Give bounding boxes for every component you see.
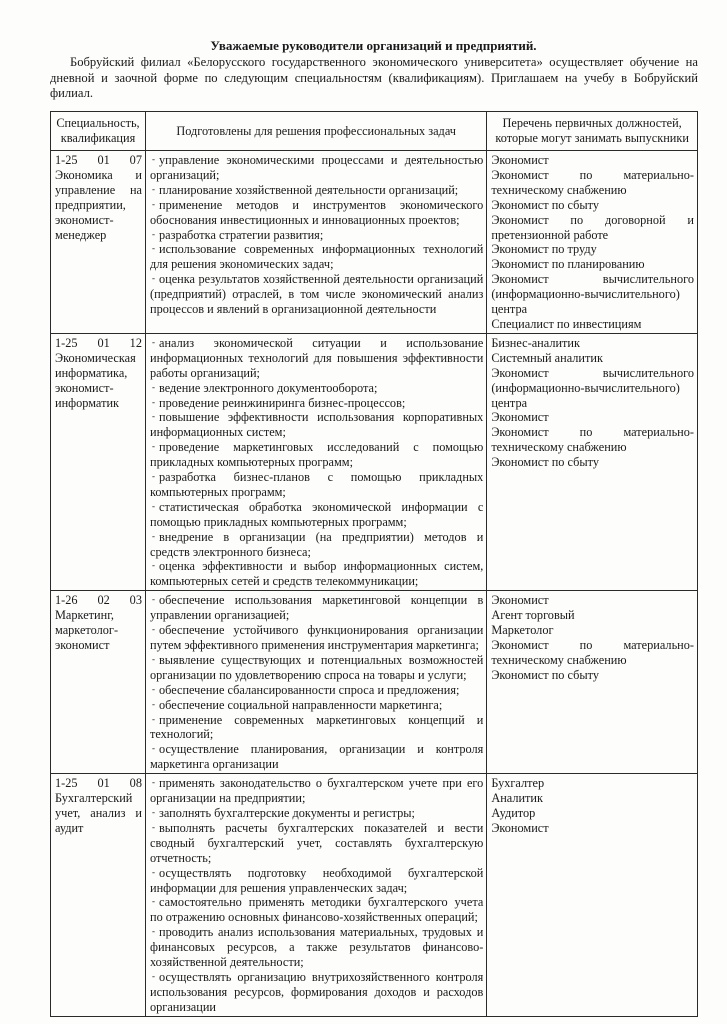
task-text: анализ экономической ситуации и использование информационных технологий для повышения эффективности работы организаций; xyxy=(149,335,484,380)
tasks-cell xyxy=(145,333,486,590)
bullet-icon: - xyxy=(151,154,155,164)
task-text: выполнять расчеты бухгалтерских показателей и вести сводный бухгалтерский учет, составлять бухгалтерскую отчетность; xyxy=(149,820,484,865)
task-text: заполнять бухгалтерские документы и регистры; xyxy=(158,805,415,820)
task-text: оценка эффективности и выбор информационных систем, компьютерных сетей и средств телекоммуникации; xyxy=(149,559,484,589)
task-item xyxy=(150,500,483,530)
bullet-icon: - xyxy=(151,228,155,239)
position-item: Экономист по сбыту xyxy=(491,197,599,212)
task-item xyxy=(150,272,483,317)
positions-cell xyxy=(487,151,698,334)
specialties-table xyxy=(50,111,698,1017)
tasks-cell xyxy=(145,591,486,774)
task-item xyxy=(150,713,483,743)
task-text: проведение маркетинговых исследований с помощью прикладных компьютерных программ; xyxy=(149,440,484,470)
bullet-icon: - xyxy=(151,183,155,194)
task-text: разработка стратегии развития; xyxy=(158,227,324,242)
task-item xyxy=(150,742,483,772)
task-text: управление экономическими процессами и деятельностью организаций; xyxy=(149,153,484,182)
position-item: Экономист по материально-техническому снабжению xyxy=(491,638,694,667)
task-text: обеспечение использования маркетинговой концепции в управлении организацией; xyxy=(149,593,484,623)
task-text: применение современных маркетинговых концепций и технологий; xyxy=(149,712,484,742)
bullet-icon: - xyxy=(151,198,155,209)
header-positions: Перечень первичных должностей, которые могут занимать выпускники xyxy=(487,112,698,151)
specialty-cell: 1-25 01 08 Бухгалтерский учет, анализ и аудит xyxy=(51,774,146,1017)
position-item: Экономист по труду xyxy=(491,242,597,257)
position-item: Экономист xyxy=(491,153,549,167)
bullet-icon: - xyxy=(151,471,155,482)
task-text: проводить анализ использования материальных, трудовых и финансовых ресурсов, а также результатов финансово-хозяйственной деятельности; xyxy=(149,925,484,970)
task-item xyxy=(150,381,483,396)
task-item xyxy=(150,559,483,589)
header-specialty: Специальность, квалификация xyxy=(51,112,146,151)
task-text: выявление существующих и потенциальных возможностей организации по удовлетворению спроса на товары и услуги; xyxy=(149,652,484,682)
bullet-icon: - xyxy=(151,273,155,284)
task-item xyxy=(150,198,483,228)
task-text: использование современных информационных технологий для решения экономических задач; xyxy=(149,242,484,272)
task-item xyxy=(150,970,483,1015)
position-item: Агент торговый xyxy=(491,608,575,623)
task-text: осуществление планирования, организации и контроля маркетинга организации xyxy=(149,742,484,772)
table-header-row xyxy=(51,112,698,151)
bullet-icon: - xyxy=(151,396,155,407)
task-item xyxy=(150,593,483,623)
position-item: Аудитор xyxy=(491,805,536,820)
bullet-icon: - xyxy=(151,336,155,347)
page-title: Уважаемые руководители организаций и предприятий. xyxy=(210,38,537,53)
task-text: самостоятельно применять методики бухгалтерского учета по отражению основных финансово-хозяйственных операций; xyxy=(149,895,484,925)
position-item: Экономист по договорной и претензионной работе xyxy=(491,212,694,242)
tasks-cell xyxy=(145,151,486,334)
task-text: статистическая обработка экономической информации с помощью прикладных компьютерных программ; xyxy=(149,499,484,529)
position-item: Экономист по планированию xyxy=(491,257,645,272)
bullet-icon: - xyxy=(151,411,155,422)
position-item: Экономист вычислительного (информационно-вычислительного) центра xyxy=(491,365,694,410)
task-item xyxy=(150,242,483,272)
bullet-icon: - xyxy=(151,530,155,541)
bullet-icon: - xyxy=(151,777,155,788)
task-text: обеспечение устойчивого функционирования организации путем эффективного применения инструментария маркетинга; xyxy=(149,623,484,652)
position-item: Маркетолог xyxy=(491,623,554,638)
position-item: Экономист вычислительного (информационно-вычислительного) центра xyxy=(491,272,694,317)
task-item xyxy=(150,470,483,500)
bullet-icon: - xyxy=(151,381,155,392)
position-item: Системный аналитик xyxy=(491,350,603,365)
task-item xyxy=(150,530,483,560)
task-text: оценка результатов хозяйственной деятельности организаций (предприятий) отраслей, в том числе экономический анализ процессов и явлений в организационной деятельности xyxy=(149,272,484,317)
bullet-icon: - xyxy=(151,594,155,605)
task-text: обеспечение сбалансированности спроса и предложения; xyxy=(158,682,460,697)
task-text: обеспечение социальной направленности маркетинга; xyxy=(158,697,443,712)
table-row xyxy=(51,774,698,1017)
task-item xyxy=(150,683,483,698)
task-item xyxy=(150,866,483,896)
bullet-icon: - xyxy=(151,743,155,754)
bullet-icon: - xyxy=(151,806,155,817)
position-item: Экономист xyxy=(491,820,549,835)
bullet-icon: - xyxy=(151,441,155,452)
intro-paragraph: Бобруйский филиал «Белорусского государственного экономического университета» осуществляет обучение на дневной и заочной форме по следующим специальностям (квалификациям). Приглашаем на учебу в Бобруйский филиал. xyxy=(50,55,698,100)
task-item xyxy=(150,895,483,925)
task-item xyxy=(150,623,483,653)
task-item xyxy=(150,925,483,970)
bullet-icon: - xyxy=(151,713,155,724)
header-tasks: Подготовлены для решения профессиональных задач xyxy=(145,112,486,151)
table-row xyxy=(51,333,698,590)
bullet-icon: - xyxy=(151,698,155,709)
position-item: Экономист xyxy=(491,410,549,425)
task-item xyxy=(150,410,483,440)
specialty-cell: 1-26 02 03 Маркетинг, маркетолог-экономист xyxy=(51,591,146,774)
bullet-icon: - xyxy=(151,926,155,937)
specialty-cell: 1-25 01 12 Экономическая информатика, экономист-информатик xyxy=(51,333,146,590)
task-item xyxy=(150,153,483,183)
position-item: Экономист по материально-техническому снабжению xyxy=(491,167,694,197)
task-text: повышение эффективности использования корпоративных информационных систем; xyxy=(149,410,484,440)
positions-cell xyxy=(487,774,698,1017)
task-item xyxy=(150,776,483,806)
task-item xyxy=(150,228,483,243)
positions-cell xyxy=(487,591,698,774)
task-item xyxy=(150,336,483,381)
task-item xyxy=(150,653,483,683)
task-item xyxy=(150,821,483,866)
position-item: Специалист по инвестициям xyxy=(491,316,642,331)
bullet-icon: - xyxy=(151,866,155,877)
position-item: Бухгалтер xyxy=(491,776,545,791)
task-text: осуществлять организацию внутрихозяйственного контроля использования ресурсов, формирования доходов и расходов организации xyxy=(149,969,484,1014)
task-item xyxy=(150,396,483,411)
specialty-cell: 1-25 01 07 Экономика и управление на предприятии, экономист-менеджер xyxy=(51,151,146,334)
task-text: проведение реинжиниринга бизнес-процессов; xyxy=(158,395,406,410)
table-row xyxy=(51,151,698,334)
bullet-icon: - xyxy=(151,500,155,511)
position-item: Экономист по сбыту xyxy=(491,455,599,470)
position-item: Бизнес-аналитик xyxy=(491,335,580,350)
tasks-cell xyxy=(145,774,486,1017)
task-item xyxy=(150,183,483,198)
task-text: ведение электронного документооборота; xyxy=(158,380,378,395)
position-item: Экономист по сбыту xyxy=(491,667,599,682)
task-text: планирование хозяйственной деятельности организаций; xyxy=(158,182,459,197)
bullet-icon: - xyxy=(151,560,155,571)
task-text: применение методов и инструментов экономического обоснования инвестиционных и инновационных проектов; xyxy=(149,197,484,227)
task-text: внедрение в организации (на предприятии) методов и средств электронного бизнеса; xyxy=(149,529,484,559)
task-item xyxy=(150,440,483,470)
task-text: разработка бизнес-планов с помощью прикладных компьютерных программ; xyxy=(149,470,484,499)
table-row xyxy=(51,591,698,774)
task-text: осуществлять подготовку необходимой бухгалтерской информации для решения управленческих задач; xyxy=(149,865,484,895)
position-item: Экономист по материально-техническому снабжению xyxy=(491,425,694,455)
bullet-icon: - xyxy=(151,821,155,832)
bullet-icon: - xyxy=(151,896,155,907)
bullet-icon: - xyxy=(151,970,155,981)
bullet-icon: - xyxy=(151,683,155,694)
position-item: Аналитик xyxy=(491,791,543,806)
task-item xyxy=(150,806,483,821)
task-item xyxy=(150,698,483,713)
position-item: Экономист xyxy=(491,593,549,608)
bullet-icon: - xyxy=(151,653,155,664)
task-text: применять законодательство о бухгалтерском учете при его организации на предприятии; xyxy=(149,776,484,806)
bullet-icon: - xyxy=(151,624,155,635)
positions-cell xyxy=(487,333,698,590)
bullet-icon: - xyxy=(151,243,155,254)
